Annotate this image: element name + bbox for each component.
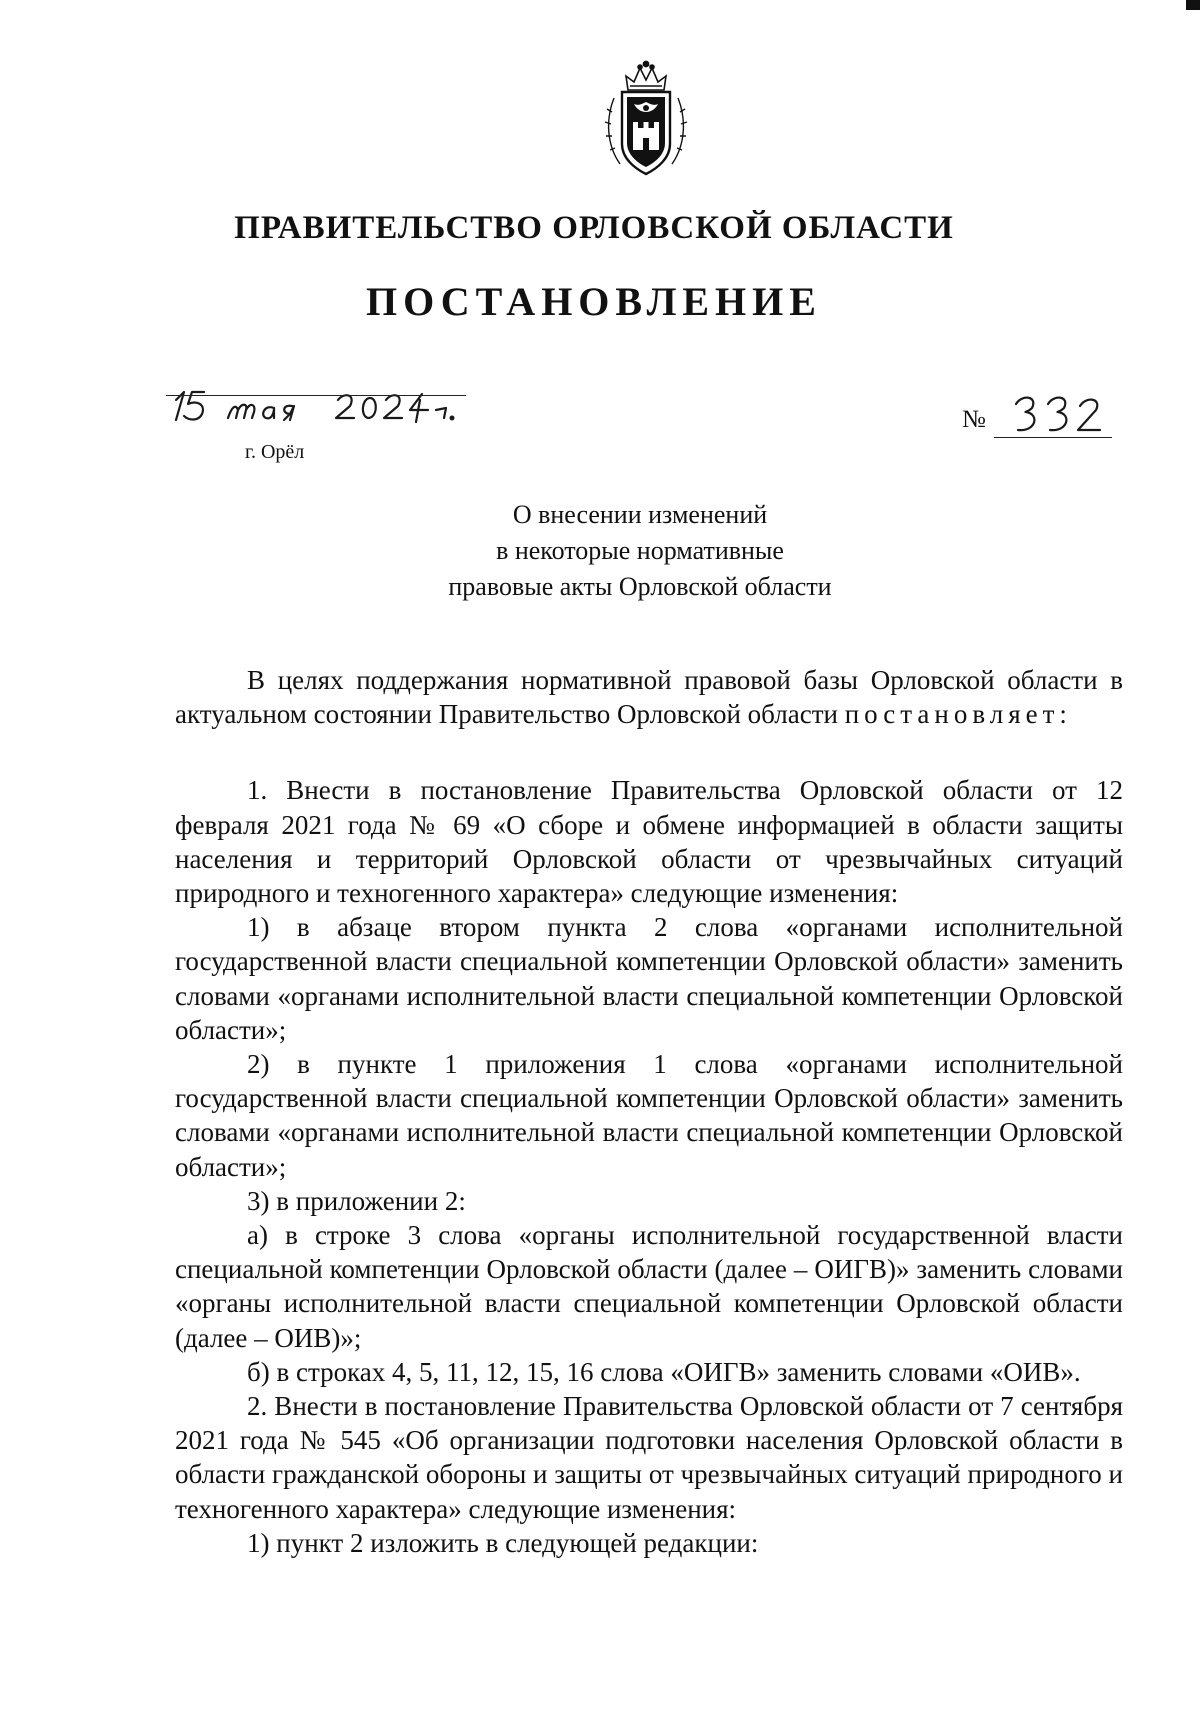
body-paragraph: 2) в пункте 1 приложения 1 слова «органами исполнительной государственной власти специальной компетенции Орловской области» заменить словами «органами исполнительной власти специальной компетенции Орловской области»; (175, 1049, 1123, 1182)
preamble-verb: постановляет: (844, 699, 1072, 730)
document-subject (380, 497, 900, 605)
subject-line: правовые акты Орловской области (448, 572, 832, 601)
preamble-paragraph (175, 663, 1123, 731)
body-paragraph: 1. Внести в постановление Правительства Орловской области от 12 февраля 2021 года № 69 «О сборе и обмене информацией в области защиты населения и территорий Орловской области от чрезвычайных ситуаций природного и техногенного характера» следующие изменения: (175, 775, 1123, 909)
city-label: г. Орёл (245, 441, 305, 463)
body-paragraph: а) в строке 3 слова «органы исполнительной государственной власти специальной компетенции Орловской области (далее – ОИГВ)» заменить словами «органы исполнительной власти специальной компетенции Орловской области (далее – ОИВ)»; (175, 1220, 1123, 1353)
document-body (175, 663, 1123, 1560)
number-underline (994, 437, 1112, 438)
document-type-title: ПОСТАНОВЛЕНИЕ (366, 279, 822, 324)
coat-of-arms-icon (600, 58, 692, 178)
organization-title: ПРАВИТЕЛЬСТВО ОРЛОВСКОЙ ОБЛАСТИ (234, 210, 954, 246)
preamble-text: В целях поддержания нормативной правовой базы Орловской области в актуальном состоянии Правительство Орловской области (175, 665, 1123, 730)
subject-line: в некоторые нормативные (496, 536, 784, 565)
subject-line: О внесении изменений (512, 500, 768, 529)
body-paragraph: 2. Внести в постановление Правительства Орловской области от 7 сентября 2021 года № 545 «Об организации подготовки населения Орловской области в области гражданской обороны и защиты от чрезвычайных ситуаций природного и техногенного характера» следующие изменения: (175, 1391, 1123, 1524)
date-underline (166, 395, 466, 396)
number-label: № (962, 406, 986, 433)
body-paragraph: 1) пункт 2 изложить в следующей редакции: (247, 1527, 759, 1558)
scan-corner-mark (1186, 0, 1200, 10)
handwritten-number (1008, 390, 1108, 442)
body-paragraph: 1) в абзаце втором пункта 2 слова «органами исполнительной государственной власти специальной компетенции Орловской области» заменить словами «органами исполнительной власти специальной компетенции Орловской области»; (175, 912, 1123, 1045)
body-paragraph: б) в строках 4, 5, 11, 12, 15, 16 слова «ОИГВ» заменить словами «ОИВ». (247, 1356, 1081, 1387)
body-paragraph: 3) в приложении 2: (247, 1185, 466, 1216)
